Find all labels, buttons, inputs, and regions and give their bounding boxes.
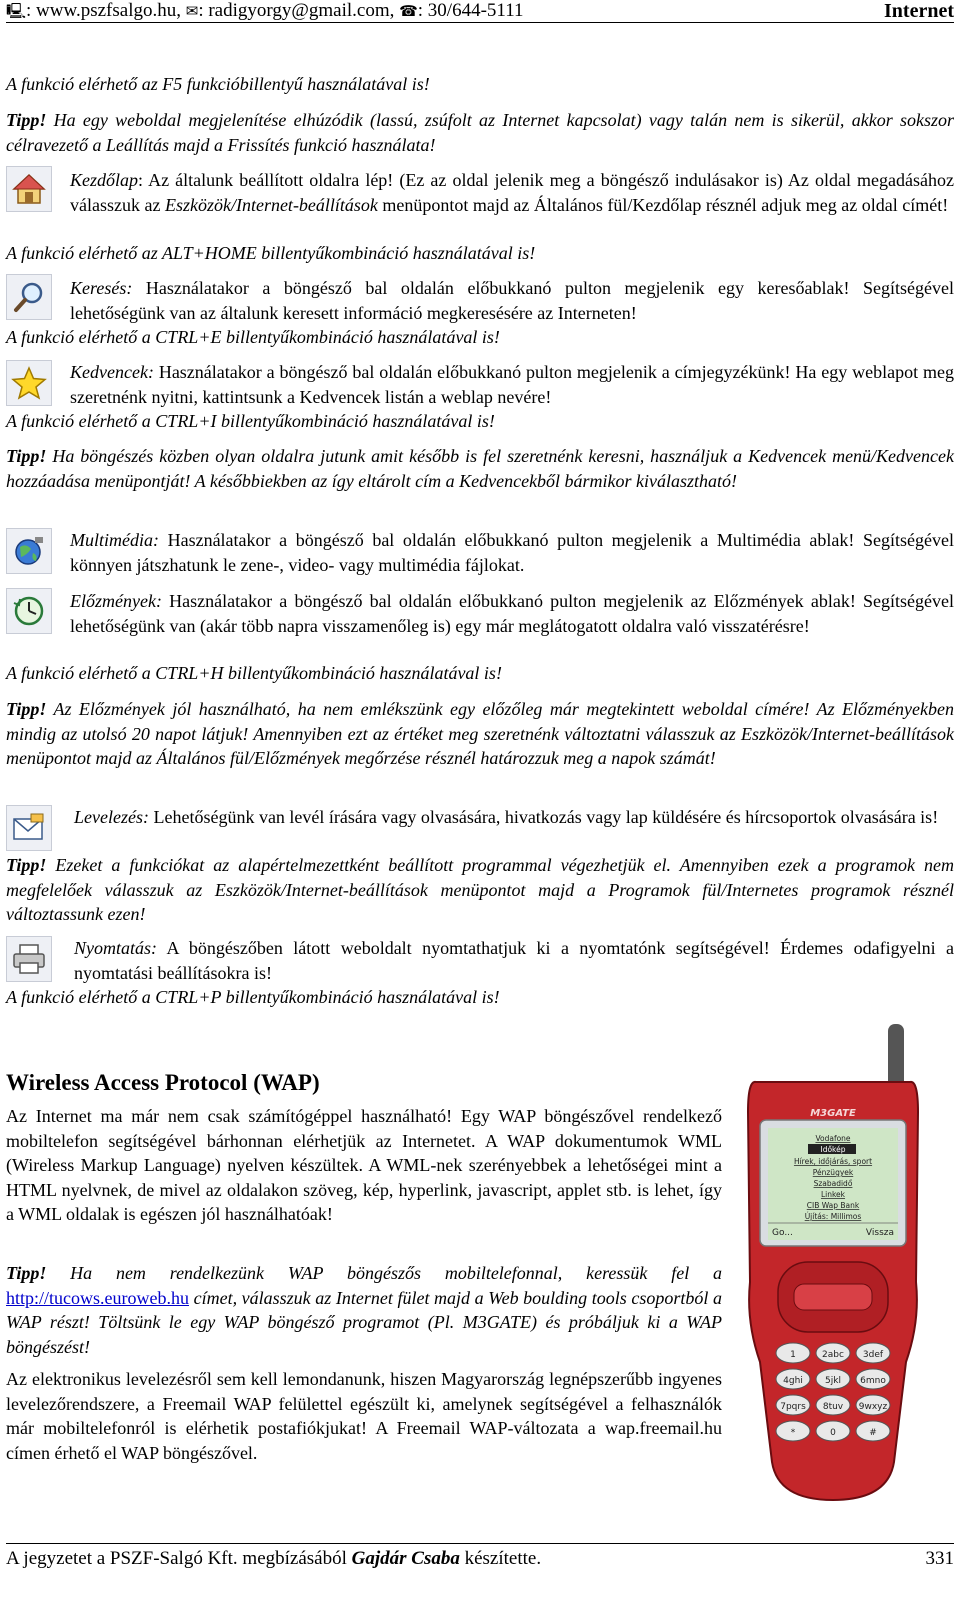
tip-label: Tipp! (6, 855, 47, 875)
mobile-phone-image (738, 1022, 928, 1502)
phone-key-label: 6mno (860, 1376, 886, 1386)
tip-text: Ha böngészés közben olyan oldalra jutunk amit később is fel szeretnénk keresni, használjuk a Kedvencek menü/Kedvencek hozzáadása menüpontját! A későbbiekben az így eltárolt cím a Kedvencekből bármikor kiválasztható! (6, 446, 954, 491)
favorites-shortcut: A funkció elérhető a CTRL+I billentyűkombináció használatával is! (6, 411, 495, 431)
mobile-phone-drawing (738, 1022, 928, 1502)
wap-paragraph-1: Az Internet ma már nem csak számítógéppel használható! Egy WAP böngészővel rendelkező mobiltelefon segítségével bárhonnan elérhetjük az Internetet. A WAP dokumentumok WML (Wireless Markup Language) nyelven készültek. A WML-nek szerényebbek a lehetőségei mint a HTML nyelvnek, de mivel az oldalakon szöveg, kép, hyperlink, javascript, applet stb. is lehet, így a WML oldalak is egészen jól használhatóak! (6, 1106, 722, 1224)
print-text: A böngészőben látott weboldalt nyomtathatjuk ki a nyomtatónk segítségével! Érdemes odafigyelni a nyomtatási beállításokra is! (74, 938, 954, 983)
wap-heading: Wireless Access Protocol (WAP) (6, 1070, 320, 1095)
phone-menu-item: Linkek (820, 1190, 846, 1199)
phone-key-label: 8tuv (822, 1402, 844, 1412)
page-header (6, 0, 954, 23)
favorites-text: Használatakor a böngésző bal oldalán előbukkanó pulton megjelenik a címjegyzékünk! Ha egy weblapot meg szeretnénk nyitni, kattintsunk a Kedvencek listán a weblap nevére! (70, 362, 954, 407)
tucows-link[interactable]: http://tucows.euroweb.hu (6, 1287, 189, 1308)
search-paragraph (70, 276, 954, 325)
phone-key-label: 4ghi (783, 1376, 803, 1386)
phone-key-label: 1 (790, 1350, 796, 1360)
page-number: 331 (925, 1548, 954, 1569)
phone-key-label: 2abc (822, 1350, 844, 1360)
phone-key-label: 3def (862, 1350, 884, 1360)
phone-key-label: 0 (830, 1428, 836, 1438)
search-title: Keresés: (70, 278, 133, 298)
history-text: Használatakor a böngésző bal oldalán előbukkanó pulton megjelenik az Előzmények ablak! Segítségével lehetőségünk van (akár több napra visszamenőleg is) egy már meglátogatott oldalra való visszatérésre! (70, 591, 954, 636)
home-title: Kezdőlap (70, 170, 139, 190)
tip-label: Tipp! (6, 1263, 47, 1283)
phone-key-label: 5jkl (825, 1376, 841, 1386)
wap-tip-text-a: Ha nem rendelkezünk WAP böngészős mobiltelefonnal, keressük fel a (46, 1263, 722, 1283)
header-contact (6, 0, 524, 23)
header-email: : radigyorgy@gmail.com, (198, 0, 395, 21)
multimedia-text: Használatakor a böngésző bal oldalán előbukkanó pulton megjelenik a Multimédia ablak! Segítségével könnyen játszhatunk le zene-, video- vagy multimédia fájlokat. (70, 530, 954, 575)
home-text2: menüpontot majd az Általános fül/Kezdőlap résznél adjuk meg az oldal címét! (377, 194, 949, 215)
phone-menu-item: Szabadidő (813, 1179, 853, 1188)
multimedia-paragraph (70, 528, 954, 577)
phone-menu-item: Időkép (820, 1145, 846, 1154)
mail-icon: ✉ (185, 4, 199, 20)
header-section: Internet (884, 0, 954, 22)
computer-icon: 🖳 (6, 4, 27, 20)
wap-tip-text-b: címet, válasszuk az Internet fület majd a Web boulding tools csoportból a WAP részt! Töltsünk le egy WAP böngésző programot (Pl. M3GATE) és próbáljuk ki a WAP böngészést! (6, 1287, 722, 1357)
phone-menu-item: Pénzügyek (812, 1168, 854, 1177)
favorites-paragraph (70, 360, 954, 409)
mail-paragraph (74, 805, 954, 830)
tip-label: Tipp! (6, 699, 47, 719)
tip-refresh (6, 108, 954, 157)
tip-label: Tipp! (6, 110, 47, 130)
footer-text-a: A jegyzetet a PSZF-Salgó Kft. megbízásából (6, 1548, 352, 1569)
phone-key-label: # (869, 1428, 877, 1438)
printer-icon (6, 936, 52, 982)
phone-key-label: 7pqrs (780, 1402, 806, 1412)
favorites-title: Kedvencek: (70, 362, 154, 382)
print-title: Nyomtatás: (74, 938, 157, 958)
search-shortcut: A funkció elérhető a CTRL+E billentyűkombináció használatával is! (6, 327, 500, 347)
home-menu: Eszközök/Internet-beállítások (164, 194, 378, 215)
tip-history (6, 697, 954, 771)
home-shortcut: A funkció elérhető az ALT+HOME billentyűkombináció használatával is! (6, 243, 536, 263)
tip-text: Ha egy weboldal megjelenítése elhúzódik (lassú, zsúfolt az Internet kapcsolat) vagy talán nem is sikerül, akkor sokszor célravezető a Leállítás majd a Frissítés funkció használata! (6, 110, 954, 155)
multimedia-icon (6, 528, 52, 574)
phone-menu-item: Vodafone (815, 1134, 851, 1143)
tip-label: Tipp! (6, 446, 47, 466)
mail-envelope-icon (6, 805, 52, 851)
search-text: Használatakor a böngésző bal oldalán előbukkanó pulton megjelenik egy keresőablak! Segítségével lehetőségünk van az általunk keresett információ megkeresésére az Interneten! (70, 278, 954, 323)
telephone-icon: ☎ (399, 4, 418, 20)
phone-key-label: 9wxyz (858, 1402, 888, 1412)
page-footer (6, 1543, 954, 1574)
phone-key-label: * (790, 1428, 796, 1438)
phone-menu-item: CIB Wap Bank (806, 1201, 860, 1210)
print-shortcut: A funkció elérhető a CTRL+P billentyűkombináció használatával is! (6, 987, 500, 1007)
phone-brand: M3GATE (810, 1108, 856, 1119)
multimedia-title: Multimédia: (70, 530, 159, 550)
phone-menu-item: Újítás: Millimos (804, 1212, 862, 1221)
phone-menu-item: Hírek, időjárás, sport (793, 1157, 873, 1166)
footer-credit (6, 1548, 541, 1570)
tip-text: Ezeket a funkciókat az alapértelmezettként beállított programmal végezhetjük el. Amennyiben ezek a programok nem megfelelőek válasszuk az Eszközök/Internet-beállítások menüpontot majd a Programok fül/Internetes programok résznél változtassunk ezen! (6, 855, 954, 924)
header-website: : www.pszfsalgo.hu, (26, 0, 181, 21)
mail-title: Levelezés: (74, 807, 149, 827)
mail-text: Lehetőségünk van levél írására vagy olvasására, hivatkozás vagy lap küldésére és hírcsoportok olvasására is! (148, 807, 939, 827)
phone-go-softkey: Go... (772, 1228, 793, 1238)
print-paragraph (74, 936, 954, 985)
history-shortcut: A funkció elérhető a CTRL+H billentyűkombináció használatával is! (6, 663, 502, 683)
home-icon (6, 166, 52, 212)
footer-author: Gajdár Csaba (351, 1548, 460, 1569)
wap-paragraph-3: Az elektronikus levelezésről sem kell lemondanunk, hiszen Magyarország legnépszerűbb ingyenes levelezőrendszere, a Freemail WAP felülettel egészült ki, amelynek segítségével a felhasználók már mobiltelefonról is elérhetik postafiókjukat! A Freemail WAP-változata a wap.freemail.hu címen érhető el WAP böngészővel. (6, 1369, 722, 1463)
header-phone: : 30/644-5111 (417, 0, 524, 21)
tip-favorites (6, 444, 954, 493)
tip-text: Az Előzmények jól használható, ha nem emlékszünk egy előzőleg már megtekintett weboldal címére! Az Előzményekben mindig az utolsó 20 napot látjuk! Amennyiben ezt az értéket meg szeretnénk változtatni válasszuk az Eszközök/Internet-beállítások menüpontot majd az Általános fül/Előzmények megőrzése résznél határozzuk meg a napok számát! (6, 699, 954, 768)
f5-note: A funkció elérhető az F5 funkcióbillentyű használatával is! (6, 74, 430, 94)
tip-programs (6, 853, 954, 927)
history-title: Előzmények: (70, 591, 162, 611)
wap-tip (6, 1261, 722, 1359)
phone-back-softkey: Vissza (865, 1228, 894, 1238)
footer-text-b: készítette. (459, 1548, 542, 1569)
search-icon (6, 274, 52, 320)
history-paragraph (70, 589, 954, 638)
home-paragraph (70, 168, 954, 217)
phone-nav-center (794, 1284, 872, 1310)
star-icon (6, 360, 52, 406)
history-icon (6, 588, 52, 634)
home-text1: : Az általunk beállított oldalra lép! (Ez az oldal jelenik meg a böngésző indulásakor is) Az oldal megadásához válasszuk az (70, 170, 954, 215)
